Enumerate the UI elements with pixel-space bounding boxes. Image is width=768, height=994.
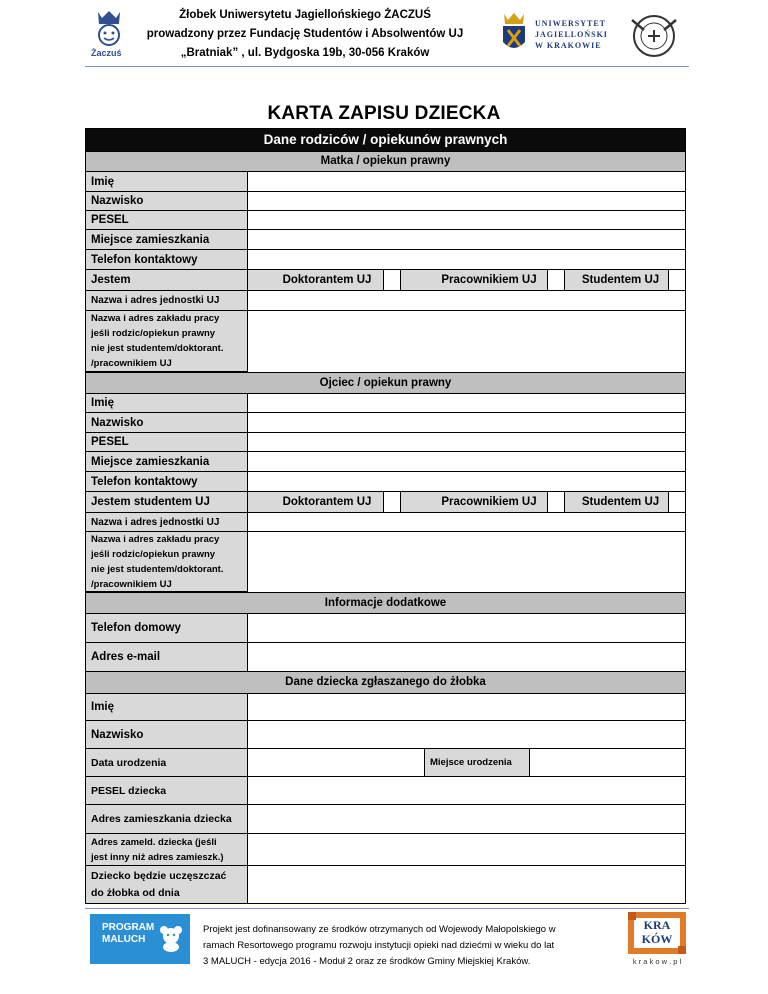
mother-last-name-label: Nazwisko bbox=[86, 192, 248, 211]
child-registered-address-label bbox=[86, 834, 248, 866]
header-line-1: Żłobek Uniwersytetu Jagiellońskiego ŻACZUŚ bbox=[179, 9, 431, 21]
mother-option-student-label: Studentem UJ bbox=[573, 270, 668, 290]
child-start-date-label-1: Dziecko będzie uczęszczać bbox=[91, 869, 227, 882]
mother-unit-label-text: Nazwa i adres jednostki UJ bbox=[91, 295, 220, 306]
father-phone-label: Telefon kontaktowy bbox=[86, 472, 248, 492]
mother-phone-label: Telefon kontaktowy bbox=[86, 250, 248, 270]
child-birth-date-label: Data urodzenia bbox=[86, 749, 248, 777]
mother-status-row bbox=[248, 270, 685, 291]
father-option-doctoral-label: Doktorantem UJ bbox=[273, 492, 381, 512]
father-option-employee-checkbox[interactable] bbox=[547, 492, 565, 512]
father-unit-field[interactable] bbox=[248, 513, 685, 532]
father-pesel-label: PESEL bbox=[86, 433, 248, 452]
child-pesel-field[interactable] bbox=[248, 777, 685, 805]
child-address-field[interactable] bbox=[248, 805, 685, 834]
father-status-row bbox=[248, 492, 685, 513]
mother-address-field[interactable] bbox=[248, 230, 685, 250]
section-parents-bar: Dane rodziców / opiekunów prawnych bbox=[86, 129, 685, 151]
footer-note-line-1: Projekt jest dofinansowany ze środków otrzymanych od Wojewody Małopolskiego w bbox=[203, 924, 556, 935]
father-last-name-label: Nazwisko bbox=[86, 413, 248, 433]
father-status-label: Jestem studentem UJ bbox=[86, 492, 248, 513]
page-title: KARTA ZAPISU DZIECKA bbox=[267, 103, 501, 124]
enrollment-form bbox=[85, 128, 686, 904]
child-birth-place-field[interactable] bbox=[530, 749, 685, 777]
mother-unit-field[interactable] bbox=[248, 291, 685, 311]
mother-phone-field[interactable] bbox=[248, 250, 685, 270]
father-address-field[interactable] bbox=[248, 452, 685, 472]
mother-workplace-label bbox=[86, 311, 248, 372]
teddy-bear-icon bbox=[158, 924, 184, 952]
mother-workplace-label-1: Nazwa i adres zakładu pracy bbox=[91, 313, 220, 324]
zaczus-logo-text: Żaczuś bbox=[91, 48, 122, 58]
mother-first-name-field[interactable] bbox=[248, 172, 685, 192]
home-phone-field[interactable] bbox=[248, 614, 685, 643]
header-divider bbox=[85, 66, 689, 67]
zaczus-logo bbox=[88, 8, 130, 62]
child-birth-place-label: Miejsce urodzenia bbox=[424, 749, 530, 777]
footer-funding-note bbox=[203, 922, 613, 970]
header-line-2: prowadzony przez Fundację Studentów i Absolwentów UJ bbox=[146, 28, 464, 40]
krakow-url: k r a k o w . p l bbox=[632, 957, 682, 966]
child-last-name-field[interactable] bbox=[248, 721, 685, 749]
mother-first-name-label: Imię bbox=[86, 172, 248, 192]
mother-pesel-label: PESEL bbox=[86, 211, 248, 230]
email-field[interactable] bbox=[248, 643, 685, 671]
mother-option-student-checkbox[interactable] bbox=[668, 270, 685, 290]
krakow-logo-line-1: KRA bbox=[643, 918, 671, 932]
krakow-logo-line-2: KÓW bbox=[641, 932, 673, 946]
mother-option-doctoral-label: Doktorantem UJ bbox=[273, 270, 381, 290]
father-workplace-field[interactable] bbox=[248, 532, 685, 592]
mother-last-name-field[interactable] bbox=[248, 192, 685, 211]
child-first-name-field[interactable] bbox=[248, 694, 685, 721]
child-last-name-label: Nazwisko bbox=[86, 721, 248, 749]
child-heading: Dane dziecka zgłaszanego do żłobka bbox=[86, 671, 685, 694]
child-registered-address-label-1: Adres zameld. dziecka (jeśli bbox=[91, 836, 217, 848]
mother-workplace-label-3: nie jest studentem/doktorant. bbox=[91, 343, 224, 354]
child-first-name-label: Imię bbox=[86, 694, 248, 721]
uj-logo-line-3: W KRAKOWIE bbox=[535, 41, 602, 50]
father-last-name-field[interactable] bbox=[248, 413, 685, 433]
header-line-3: „Bratniak” , ul. Bydgoska 19b, 30-056 Kraków bbox=[180, 47, 430, 59]
father-workplace-label-2: jeśli rodzic/opiekun prawny bbox=[91, 548, 216, 560]
father-address-label: Miejsce zamieszkania bbox=[86, 452, 248, 472]
father-first-name-field[interactable] bbox=[248, 394, 685, 413]
krakow-logo bbox=[626, 910, 688, 968]
extra-heading: Informacje dodatkowe bbox=[86, 592, 685, 614]
uj-logo-line-1: UNIWERSYTET bbox=[535, 19, 607, 28]
mother-workplace-label-4: /pracownikiem UJ bbox=[91, 358, 172, 369]
program-maluch-logo bbox=[90, 914, 190, 964]
child-address-label: Adres zamieszkania dziecka bbox=[86, 805, 248, 834]
father-first-name-label: Imię bbox=[86, 394, 248, 413]
bratniak-seal-icon bbox=[628, 12, 680, 60]
program-maluch-line-2: MALUCH bbox=[102, 934, 146, 945]
uj-logo-line-2: JAGIELLOŃSKI bbox=[535, 30, 608, 39]
email-label: Adres e-mail bbox=[86, 643, 248, 671]
program-maluch-line-1: PROGRAM bbox=[102, 922, 155, 933]
father-workplace-label-1: Nazwa i adres zakładu pracy bbox=[91, 533, 220, 545]
child-registered-address-field[interactable] bbox=[248, 834, 685, 866]
father-workplace-label bbox=[86, 532, 248, 592]
father-option-employee-label: Pracownikiem UJ bbox=[433, 492, 545, 512]
mother-workplace-field[interactable] bbox=[248, 311, 685, 372]
child-start-date-label-2: do żłobka od dnia bbox=[91, 886, 180, 899]
footer-note-line-3: 3 MALUCH - edycja 2016 - Moduł 2 oraz ze środków Gminy Miejskiej Kraków. bbox=[203, 956, 531, 967]
mother-option-doctoral-checkbox[interactable] bbox=[383, 270, 401, 290]
child-birth-date-field[interactable] bbox=[248, 749, 424, 777]
mother-unit-label bbox=[86, 291, 248, 311]
child-registered-address-label-2: jest inny niż adres zamieszk.) bbox=[91, 851, 224, 863]
father-pesel-field[interactable] bbox=[248, 433, 685, 452]
mother-heading: Matka / opiekun prawny bbox=[86, 151, 685, 172]
father-unit-label-text: Nazwa i adres jednostki UJ bbox=[91, 516, 220, 528]
footer-divider bbox=[85, 908, 689, 909]
mother-address-label: Miejsce zamieszkania bbox=[86, 230, 248, 250]
child-start-date-label bbox=[86, 866, 248, 903]
father-workplace-label-3: nie jest studentem/doktorant. bbox=[91, 563, 224, 575]
child-start-date-field[interactable] bbox=[248, 866, 685, 903]
father-option-doctoral-checkbox[interactable] bbox=[383, 492, 401, 512]
home-phone-label: Telefon domowy bbox=[86, 614, 248, 643]
father-phone-field[interactable] bbox=[248, 472, 685, 492]
father-unit-label bbox=[86, 513, 248, 532]
mother-status-label: Jestem bbox=[86, 270, 248, 291]
child-pesel-label: PESEL dziecka bbox=[86, 777, 248, 805]
mother-pesel-field[interactable] bbox=[248, 211, 685, 230]
father-option-student-label: Studentem UJ bbox=[573, 492, 668, 512]
footer-note-line-2: ramach Resortowego programu rozwoju instytucji opieki nad dziećmi w wieku do lat bbox=[203, 940, 555, 951]
father-workplace-label-4: /pracownikiem UJ bbox=[91, 578, 172, 590]
father-heading: Ojciec / opiekun prawny bbox=[86, 372, 685, 394]
header-address bbox=[135, 6, 475, 63]
mother-option-employee-checkbox[interactable] bbox=[547, 270, 565, 290]
father-option-student-checkbox[interactable] bbox=[668, 492, 685, 512]
mother-option-employee-label: Pracownikiem UJ bbox=[433, 270, 545, 290]
mother-workplace-label-2: jeśli rodzic/opiekun prawny bbox=[91, 328, 216, 339]
uj-logo bbox=[497, 12, 607, 58]
